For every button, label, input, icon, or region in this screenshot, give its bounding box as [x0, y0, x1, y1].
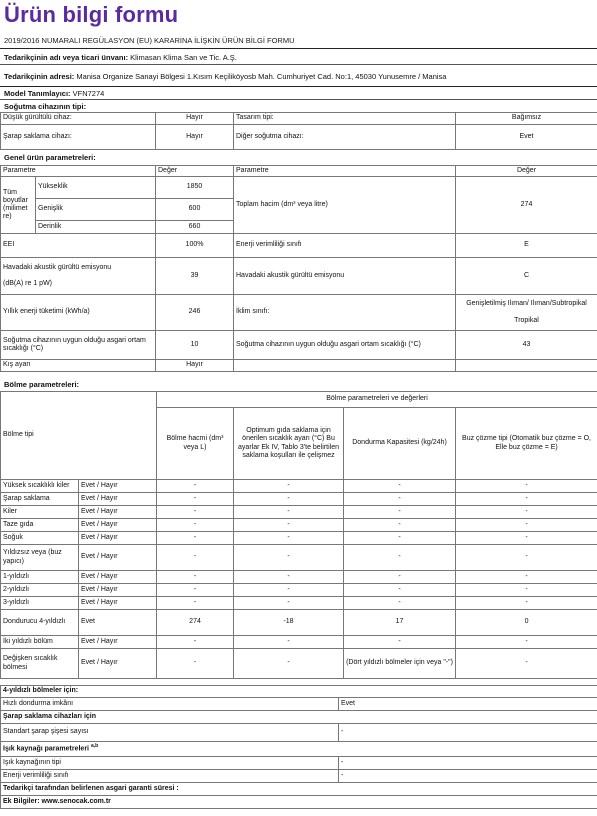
table-row	[1, 331, 597, 360]
table-row	[1, 234, 597, 258]
eei-value: 100%	[156, 234, 234, 258]
compartment-volume: -	[157, 493, 234, 506]
general-section: Genel ürün parametreleri:	[4, 153, 96, 162]
compartment-yn: Evet / Hayır	[79, 597, 157, 610]
light-section	[1, 742, 597, 757]
compartment-freeze: -	[344, 584, 456, 597]
compartment-defrost: -	[456, 532, 597, 545]
light-type-label: Işık kaynağının tipi	[1, 757, 339, 770]
dimension-label: Derinlik	[36, 221, 156, 234]
compartment-temp: -	[234, 649, 344, 679]
table-row	[1, 493, 597, 506]
wine-bottles-value: -	[339, 724, 597, 742]
min-temp-value: 10	[156, 331, 234, 360]
max-temp-label: Soğutma cihazının uygun olduğu asgari ortam sıcaklığı (°C)	[234, 331, 456, 360]
compartment-defrost: -	[456, 636, 597, 649]
device-label: Diğer soğutma cihazı:	[234, 125, 456, 150]
col-header: Değer	[156, 166, 234, 177]
model-value: VFN7274	[72, 89, 105, 98]
compartment-temp: -	[234, 532, 344, 545]
compartment-name: 2-yıldızlı	[1, 584, 79, 597]
compartment-volume: -	[157, 584, 234, 597]
model-row	[4, 89, 104, 98]
noise-class-value: C	[456, 258, 597, 295]
table-row	[1, 506, 597, 519]
compartment-temp: -	[234, 519, 344, 532]
annual-energy-value: 246	[156, 295, 234, 331]
dimensions-label: Tüm boyutlar (milimet re)	[1, 177, 36, 234]
compartment-volume: 274	[157, 610, 234, 636]
device-type-table	[0, 112, 597, 150]
table-row	[1, 796, 597, 809]
compartment-temp: -	[234, 571, 344, 584]
compartment-temp: -	[234, 545, 344, 571]
compartment-name: 1-yıldızlı	[1, 571, 79, 584]
total-volume-value: 274	[456, 177, 597, 234]
table-row	[1, 711, 597, 724]
compartment-freeze: -	[344, 506, 456, 519]
divider	[0, 48, 597, 49]
compartment-defrost: -	[456, 506, 597, 519]
table-row	[1, 360, 597, 372]
dimension-value: 600	[156, 199, 234, 221]
climate-label: İklim sınıfı:	[234, 295, 456, 331]
energy-class-label: Enerji verimliliği sınıfı	[234, 234, 456, 258]
supplier-name-label: Tedarikçinin adı veya ticari ünvanı:	[4, 53, 129, 62]
compartment-yn: Evet / Hayır	[79, 636, 157, 649]
winter-label: Kış ayarı	[1, 360, 156, 372]
divider	[0, 86, 597, 87]
supplier-name-value: Klimasan Klima San ve Tic. A.Ş.	[130, 53, 237, 62]
compartment-temp: -	[234, 480, 344, 493]
dimension-label: Yükseklik	[36, 177, 156, 199]
table-row	[1, 519, 597, 532]
compartment-freeze: -	[344, 597, 456, 610]
compartment-yn: Evet / Hayır	[79, 480, 157, 493]
device-label: Düşük gürültülü cihaz:	[1, 113, 156, 125]
device-value: Hayır	[156, 113, 234, 125]
supplier-address-row	[4, 72, 446, 81]
compartment-temp: -	[234, 636, 344, 649]
general-params-table	[0, 165, 597, 372]
compartment-defrost: -	[456, 493, 597, 506]
light-type-value: -	[339, 757, 597, 770]
compartment-yn: Evet / Hayır	[79, 493, 157, 506]
light-class-value: -	[339, 770, 597, 783]
compartment-volume: -	[157, 506, 234, 519]
climate-value	[456, 295, 597, 331]
compartment-yn: Evet / Hayır	[79, 649, 157, 679]
empty-cell	[234, 360, 456, 372]
compartment-freeze: -	[344, 545, 456, 571]
col-header: Buz çözme tipi (Otomatik buz çözme = O, Elle buz çözme = E)	[456, 408, 597, 480]
compartment-volume: -	[157, 545, 234, 571]
compartment-section: Bölme parametreleri:	[4, 380, 80, 389]
annual-energy-label: Yıllık enerji tüketimi (kWh/a)	[1, 295, 156, 331]
compartment-volume: -	[157, 480, 234, 493]
dimension-value: 660	[156, 221, 234, 234]
compartment-name: Değişken sıcaklık bölmesi	[1, 649, 79, 679]
compartment-name: 3-yıldızlı	[1, 597, 79, 610]
compartment-temp: -	[234, 493, 344, 506]
table-row	[1, 724, 597, 742]
noise-label	[1, 258, 156, 295]
col-header: Değer	[456, 166, 597, 177]
compartment-defrost: -	[456, 649, 597, 679]
table-row	[1, 584, 597, 597]
table-row	[1, 125, 597, 150]
table-row	[1, 113, 597, 125]
divider	[0, 99, 597, 100]
device-value: Hayır	[156, 125, 234, 150]
compartment-name: Soğuk	[1, 532, 79, 545]
noise-label-line-1: Havadaki akustik gürültü emisyonu	[3, 264, 112, 272]
col-header: Optimum gıda saklama için önerilen sıcaklık ayarı (°C) Bu ayarlar Ek IV, Tablo 3'te belirtilen saklama koşulları ile çelişmez	[234, 408, 344, 480]
light-class-label: Enerji verimliliği sınıfı	[1, 770, 339, 783]
compartment-name: Şarap saklama	[1, 493, 79, 506]
compartment-volume: -	[157, 636, 234, 649]
col-header: Parametre	[234, 166, 456, 177]
device-type-section: Soğutma cihazının tipi:	[4, 102, 87, 111]
table-row	[1, 757, 597, 770]
device-label: Şarap saklama cihazı:	[1, 125, 156, 150]
warranty-label: Tedarikçi tarafından belirlenen asgari garanti süresi :	[1, 783, 597, 796]
compartment-name: Taze gıda	[1, 519, 79, 532]
device-label: Tasarım tipi:	[234, 113, 456, 125]
compartment-name: Dondurucu 4-yıldızlı	[1, 610, 79, 636]
table-row	[1, 166, 597, 177]
page-title: Ürün bilgi formu	[4, 2, 179, 27]
compartment-volume: -	[157, 519, 234, 532]
compartment-group-header: Bölme parametreleri ve değerleri	[157, 392, 597, 408]
compartment-type-header: Bölme tipi	[1, 392, 157, 480]
compartment-defrost: -	[456, 519, 597, 532]
compartment-yn: Evet	[79, 610, 157, 636]
fast-freeze-label: Hızlı dondurma imkânı	[1, 698, 339, 711]
winter-value: Hayır	[156, 360, 234, 372]
divider	[0, 64, 597, 65]
table-row	[1, 177, 597, 199]
table-row	[1, 571, 597, 584]
table-row	[1, 597, 597, 610]
supplier-address-value: Manisa Organize Sanayi Bölgesi 1.Kısım Keçiliköyosb Mah. Cumhuriyet Cad. No:1, 45030 Yunusemre / Manisa	[76, 72, 447, 81]
compartment-name: İki yıldızlı bölüm	[1, 636, 79, 649]
wine-bottles-label: Standart şarap şişesi sayısı	[1, 724, 339, 742]
four-star-section: 4-yıldızlı bölmeler için:	[1, 686, 597, 698]
wine-section: Şarap saklama cihazları için	[1, 711, 597, 724]
compartment-name: Kiler	[1, 506, 79, 519]
compartment-yn: Evet / Hayır	[79, 571, 157, 584]
compartment-volume: -	[157, 597, 234, 610]
compartment-defrost: -	[456, 480, 597, 493]
compartment-name: Yüksek sıcaklıklı kiler	[1, 480, 79, 493]
compartment-yn: Evet / Hayır	[79, 519, 157, 532]
compartment-freeze: -	[344, 636, 456, 649]
compartment-yn: Evet / Hayır	[79, 545, 157, 571]
table-row	[1, 545, 597, 571]
supplier-address-label: Tedarikçinin adresi:	[4, 72, 75, 81]
noise-class-label: Havadaki akustik gürültü emisyonu	[234, 258, 456, 295]
empty-cell	[456, 360, 597, 372]
total-volume-label: Toplam hacim (dm³ veya litre)	[234, 177, 456, 234]
page-subtitle: 2019/2016 NUMARALI REGÜLASYON (EU) KARARINA İLİŞKİN ÜRÜN BİLGİ FORMU	[4, 36, 295, 45]
table-row	[1, 532, 597, 545]
col-header: Dondurma Kapasitesi (kg/24h)	[344, 408, 456, 480]
device-value: Bağımsız	[456, 113, 597, 125]
col-header: Parametre	[1, 166, 156, 177]
climate-value-line-2: Tropikal	[514, 317, 539, 324]
compartment-temp: -	[234, 597, 344, 610]
device-value: Evet	[456, 125, 597, 150]
dimension-value: 1850	[156, 177, 234, 199]
compartment-freeze: -	[344, 571, 456, 584]
table-row	[1, 649, 597, 679]
compartment-freeze: -	[344, 480, 456, 493]
table-row	[1, 636, 597, 649]
table-row	[1, 295, 597, 331]
noise-label-line-2: (dB(A) re 1 pW)	[3, 279, 53, 287]
table-row	[1, 783, 597, 796]
table-row	[1, 392, 597, 408]
compartment-defrost: -	[456, 597, 597, 610]
model-label: Model Tanımlayıcı:	[4, 89, 71, 98]
max-temp-value: 43	[456, 331, 597, 360]
extra-info-label: Ek Bilgiler: www.senocak.com.tr	[1, 796, 597, 809]
supplier-name-row	[4, 53, 237, 62]
table-row	[1, 686, 597, 698]
table-row	[1, 698, 597, 711]
compartment-freeze: (Dört yıldızlı bölmeler için veya "-")	[344, 649, 456, 679]
noise-value: 39	[156, 258, 234, 295]
compartment-volume: -	[157, 571, 234, 584]
table-row	[1, 742, 597, 757]
compartment-freeze: 17	[344, 610, 456, 636]
compartment-freeze: -	[344, 532, 456, 545]
table-row	[1, 480, 597, 493]
eei-label: EEI	[1, 234, 156, 258]
table-row	[1, 258, 597, 295]
compartment-temp: -	[234, 506, 344, 519]
climate-value-line-1: Genişletilmiş Ilıman/ Ilıman/Subtropikal	[466, 299, 587, 307]
dimension-label: Genişlik	[36, 199, 156, 221]
footer-table	[0, 685, 597, 809]
compartment-name: Yıldızsız veya (buz yapıcı)	[1, 545, 79, 571]
compartment-freeze: -	[344, 519, 456, 532]
compartment-yn: Evet / Hayır	[79, 532, 157, 545]
table-row	[1, 610, 597, 636]
compartment-yn: Evet / Hayır	[79, 584, 157, 597]
energy-class-value: E	[456, 234, 597, 258]
compartment-volume: -	[157, 532, 234, 545]
compartment-defrost: 0	[456, 610, 597, 636]
compartment-temp: -18	[234, 610, 344, 636]
light-section-label: Işık kaynağı parametreleri	[3, 745, 89, 753]
table-row	[1, 770, 597, 783]
compartment-volume: -	[157, 649, 234, 679]
compartment-yn: Evet / Hayır	[79, 506, 157, 519]
compartment-table	[0, 391, 597, 679]
fast-freeze-value: Evet	[339, 698, 597, 711]
compartment-defrost: -	[456, 584, 597, 597]
compartment-defrost: -	[456, 571, 597, 584]
compartment-freeze: -	[344, 493, 456, 506]
min-temp-label: Soğutma cihazının uygun olduğu asgari ortam sıcaklığı (°C)	[1, 331, 156, 360]
col-header: Bölme hacmi (dm³ veya L)	[157, 408, 234, 480]
light-section-sup: a,b	[90, 743, 99, 750]
compartment-defrost: -	[456, 545, 597, 571]
compartment-temp: -	[234, 584, 344, 597]
